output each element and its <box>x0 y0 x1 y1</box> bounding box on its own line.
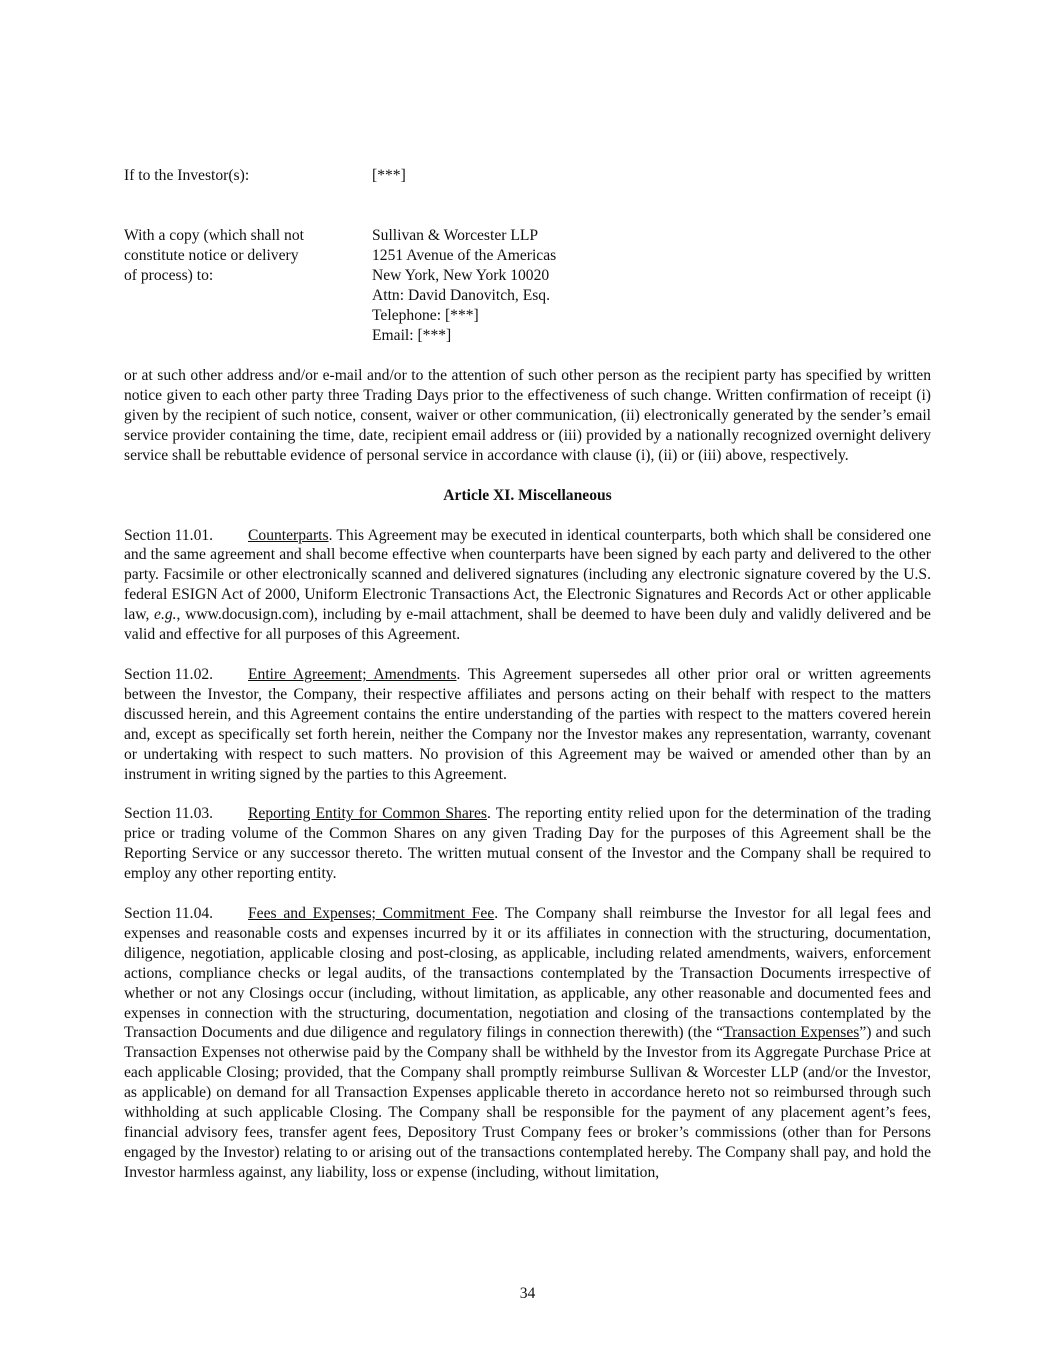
section-number: Section 11.04. <box>124 905 214 923</box>
section-11-03 <box>124 804 931 884</box>
notice-closing-paragraph: or at such other address and/or e-mail and/or to the attention of such other person as the recipient party has specified by written notice given to each other party three Trading Days prior to the effectiveness of such change. Written confirmation of receipt (i) given by the recipient of such notice, consent, waiver or other communication, (ii) electronically generated by the sender’s email service provider containing the time, date, recipient email address or (iii) provided by a nationally recognized overnight delivery service shall be rebuttable evidence of personal service in accordance with clause (i), (ii) or (iii) above, respectively. <box>124 367 931 464</box>
section-title: Counterparts <box>248 526 329 544</box>
section-text: , www.docusign.com), including by e-mail attachment, shall be deemed to have been duly and validly delivered and be valid and effective for all purposes of this Agreement. <box>124 606 931 644</box>
section-title: Entire Agreement; Amendments <box>248 665 457 683</box>
copy-notice-row <box>124 226 931 346</box>
investor-notice-row <box>124 166 931 186</box>
section-title: Reporting Entity for Common Shares <box>248 805 487 823</box>
section-title: Fees and Expenses; Commitment Fee <box>248 905 495 923</box>
investor-notice-label: If to the Investor(s): <box>124 167 250 184</box>
section-text: . The Company shall reimburse the Investor for all legal fees and expenses and reasonable costs and expenses incurred by it or its affiliates in connection with the structuring, documentation, diligence, negotiation, applicable closing and post-closing, as applicable, including related amendments, waivers, enforcement actions, compliance checks or legal audits, of the transactions contemplated by the Transaction Documents irrespective of whether or not any Closings occur (including, without limitation, as applicable, any other reasonable and documented fees and expenses in connection with the structuring, documentation, negotiation and closing of the transactions contemplated by the Transaction Documents and due diligence and regulatory filings in connection therewith) (the “ <box>124 905 931 1042</box>
page-number: 34 <box>519 1285 536 1302</box>
investor-notice-value: [***] <box>372 167 406 184</box>
section-number: Section 11.03. <box>124 805 214 823</box>
copy-label-line: of process) to: <box>124 267 214 284</box>
copy-notice-label <box>124 226 372 346</box>
section-text: . This Agreement may be executed in identical counterparts, both which shall be considered one and the same agreement and shall become effective when counterparts have been signed by each party and delivered to the other party. Facsimile or other electronically scanned and delivered signatures (including any electronic signature covered by the U.S. federal ESIGN Act of 2000, Uniform Electronic Transactions Act, the Electronic Signatures and Records Act or other applicable law, <box>124 526 931 624</box>
address-line: 1251 Avenue of the Americas <box>372 247 557 264</box>
copy-label-line: With a copy (which shall not <box>124 227 304 244</box>
section-number: Section 11.01. <box>124 526 214 544</box>
section-11-04 <box>124 904 931 1183</box>
section-text: . This Agreement supersedes all other prior oral or written agreements between the Investor, the Company, their respective affiliates and persons acting on their behalf with respect to the matters discussed herein, and this Agreement contains the entire understanding of the parties with respect to the matters covered herein and, except as specifically set forth herein, neither the Company nor the Investor makes any representation, warranty, covenant or undertaking with respect to such matters. No provision of this Agreement may be waived or amended other than by an instrument in writing signed by the parties to this Agreement. <box>124 665 931 783</box>
section-text: ”) and such Transaction Expenses not otherwise paid by the Company shall be withheld by the Investor from its Aggregate Purchase Price at each applicable Closing; provided, that the Company shall promptly reimburse Sullivan & Worcester LLP (and/or the Investor, as applicable) on demand for all Transaction Expenses applicable thereto in accordance hereto not so reimbursed through such withholding at such applicable Closing. The Company shall be responsible for the payment of any placement agent’s fees, financial advisory fees, transfer agent fees, Depository Trust Company fees or broker’s commissions (other than for Persons engaged by the Investor) relating to or arising out of the transactions contemplated hereby. The Company shall pay, and hold the Investor harmless against, any liability, loss or expense (including, without limitation, <box>124 1024 931 1181</box>
address-line: Attn: David Danovitch, Esq. <box>372 287 551 304</box>
section-number: Section 11.02. <box>124 665 214 683</box>
defined-term: Transaction Expenses <box>723 1024 860 1042</box>
address-line: Telephone: [***] <box>372 307 479 324</box>
article-heading: Article XI. Miscellaneous <box>443 486 612 504</box>
section-text: . The reporting entity relied upon for the determination of the trading price or trading volume of the Common Shares on any given Trading Day for the purposes of this Agreement shall be the Reporting Service or any successor thereto. The written mutual consent of the Investor and the Company shall be required to employ any other reporting entity. <box>124 805 931 883</box>
document-page <box>124 166 931 1183</box>
section-11-02 <box>124 665 931 784</box>
copy-label-line: constitute notice or delivery <box>124 247 299 264</box>
section-text-italic: e.g. <box>154 606 177 624</box>
section-11-01 <box>124 526 931 645</box>
address-line: Sullivan & Worcester LLP <box>372 227 539 244</box>
address-line: Email: [***] <box>372 327 452 344</box>
copy-notice-address <box>372 226 931 346</box>
address-line: New York, New York 10020 <box>372 267 550 284</box>
